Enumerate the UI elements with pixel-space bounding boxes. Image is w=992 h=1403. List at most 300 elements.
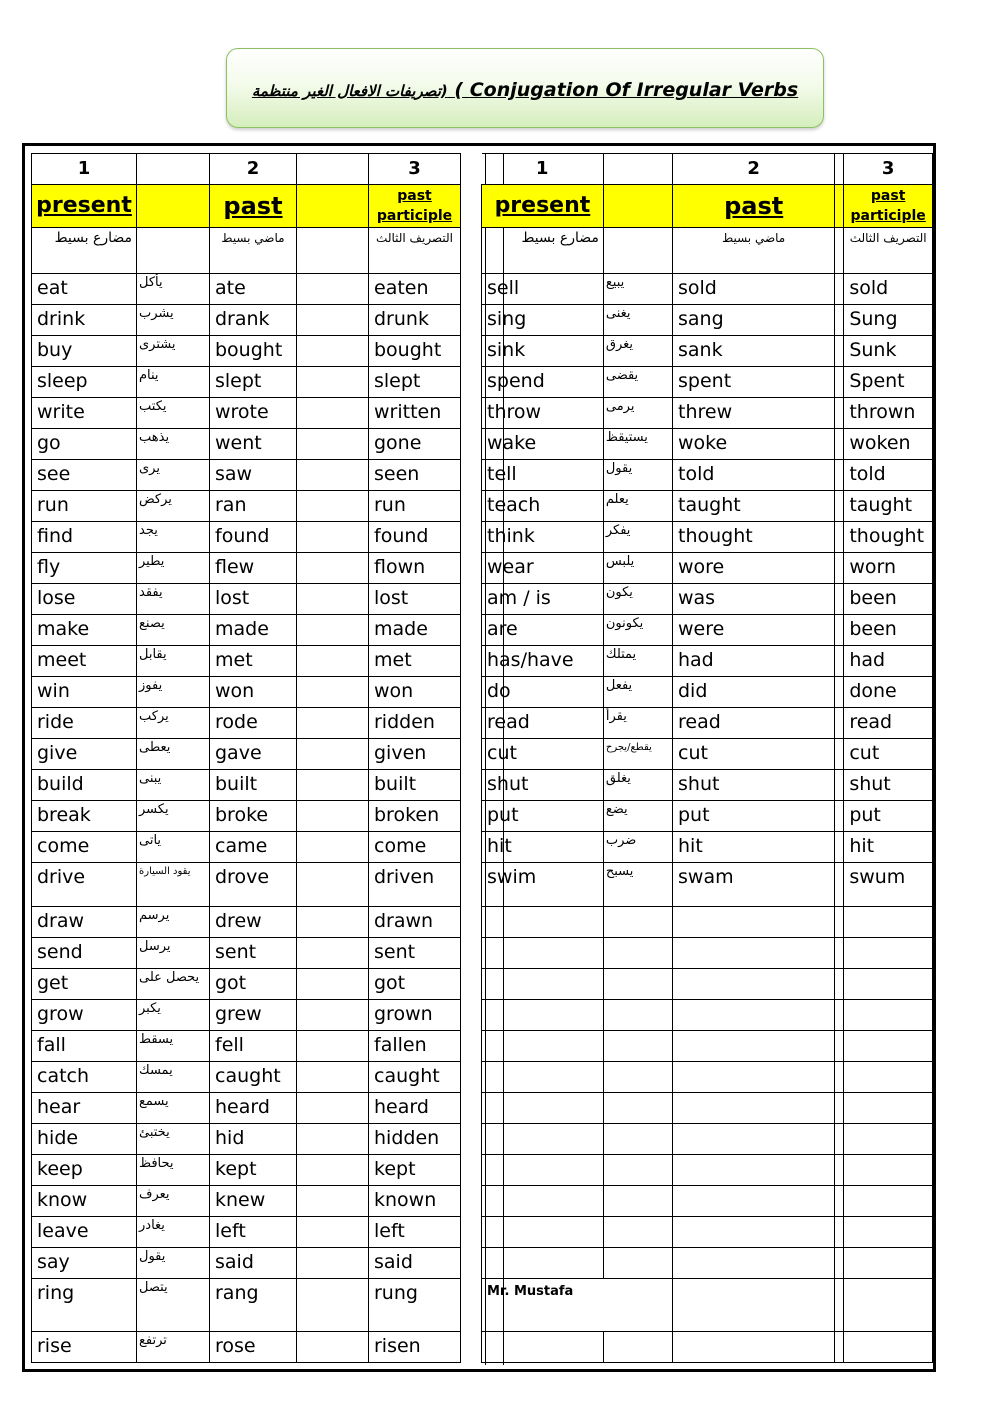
col-number — [137, 154, 210, 185]
past-word: won — [210, 677, 297, 708]
past-participle-word — [844, 1000, 933, 1031]
blank-cell — [835, 863, 844, 907]
arabic-meaning — [603, 1186, 672, 1217]
past-word: shut — [673, 770, 835, 801]
header-blank — [603, 185, 672, 228]
past-participle-word: made — [369, 615, 461, 646]
past-word: hid — [210, 1124, 297, 1155]
arabic-meaning: يكبر — [137, 1000, 210, 1031]
past-word: gave — [210, 739, 297, 770]
past-word: heard — [210, 1093, 297, 1124]
arabic-meaning — [603, 938, 672, 969]
past-participle-word — [844, 1186, 933, 1217]
present-word: find — [32, 522, 137, 553]
present-word: do — [482, 677, 604, 708]
past-participle-word: written — [369, 398, 461, 429]
arabic-header-present: مضارع بسيط — [482, 228, 604, 274]
arabic-header-blank — [297, 228, 369, 274]
blank-cell — [297, 491, 369, 522]
blank-cell — [835, 1217, 844, 1248]
verb-row — [482, 491, 933, 522]
present-word: rise — [32, 1332, 137, 1363]
verb-row — [482, 336, 933, 367]
col-number: 3 — [369, 154, 461, 185]
past-word: grew — [210, 1000, 297, 1031]
past-word: spent — [673, 367, 835, 398]
blank-cell — [835, 938, 844, 969]
past-word — [673, 1186, 835, 1217]
present-word: wear — [482, 553, 604, 584]
blank-cell — [297, 305, 369, 336]
past-participle-word: hidden — [369, 1124, 461, 1155]
past-word: woke — [673, 429, 835, 460]
blank-cell — [297, 1279, 369, 1332]
arabic-meaning — [603, 1062, 672, 1093]
col-number — [297, 154, 369, 185]
present-word: win — [32, 677, 137, 708]
present-word — [482, 1031, 604, 1062]
arabic-meaning: يغادر — [137, 1217, 210, 1248]
verb-row — [482, 1155, 933, 1186]
col-number: 3 — [844, 154, 933, 185]
arabic-meaning: يكون — [603, 584, 672, 615]
past-word: rode — [210, 708, 297, 739]
blank-cell — [297, 367, 369, 398]
verb-row — [32, 1093, 461, 1124]
present-word: spend — [482, 367, 604, 398]
arabic-meaning: ترتفع — [137, 1332, 210, 1363]
past-participle-word — [844, 907, 933, 938]
arabic-meaning: يعلم — [603, 491, 672, 522]
verb-row — [482, 1031, 933, 1062]
verb-row — [482, 522, 933, 553]
verb-row — [32, 863, 461, 907]
verb-row — [32, 646, 461, 677]
past-word: found — [210, 522, 297, 553]
col-number — [835, 154, 844, 185]
blank-cell — [297, 832, 369, 863]
present-word: wake — [482, 429, 604, 460]
present-word: are — [482, 615, 604, 646]
blank-cell — [835, 1000, 844, 1031]
present-word: know — [32, 1186, 137, 1217]
past-participle-word: given — [369, 739, 461, 770]
verb-row — [32, 907, 461, 938]
arabic-meaning: يرى — [137, 460, 210, 491]
arabic-header-blank — [137, 228, 210, 274]
past-participle-word: left — [369, 1217, 461, 1248]
past-word: sang — [673, 305, 835, 336]
col-number — [603, 154, 672, 185]
verb-row — [482, 801, 933, 832]
verb-row — [482, 1217, 933, 1248]
verb-row — [482, 429, 933, 460]
verb-row — [32, 522, 461, 553]
arabic-meaning: يسقط — [137, 1031, 210, 1062]
blank-cell — [297, 1000, 369, 1031]
past-word: caught — [210, 1062, 297, 1093]
past-participle-word — [844, 1124, 933, 1155]
verb-row — [32, 336, 461, 367]
past-participle-word: worn — [844, 553, 933, 584]
present-word: break — [32, 801, 137, 832]
blank-cell — [835, 907, 844, 938]
blank-cell — [297, 708, 369, 739]
arabic-meaning: يركب — [137, 708, 210, 739]
blank-cell — [835, 1248, 844, 1279]
verb-row — [32, 553, 461, 584]
arabic-meaning: يغلق — [603, 770, 672, 801]
arabic-meaning: يعطى — [137, 739, 210, 770]
verb-row — [32, 1000, 461, 1031]
past-word — [673, 969, 835, 1000]
arabic-meaning: يصنع — [137, 615, 210, 646]
past-word: lost — [210, 584, 297, 615]
present-word: hide — [32, 1124, 137, 1155]
arabic-meaning: يرسم — [137, 907, 210, 938]
blank-cell — [835, 1031, 844, 1062]
past-word: did — [673, 677, 835, 708]
past-word: drank — [210, 305, 297, 336]
verb-row — [482, 770, 933, 801]
past-word: wore — [673, 553, 835, 584]
arabic-meaning: يقود السيارة — [137, 863, 210, 907]
past-word — [673, 1155, 835, 1186]
verb-row — [482, 1248, 933, 1279]
past-participle-word: slept — [369, 367, 461, 398]
verb-row — [482, 938, 933, 969]
present-word: grow — [32, 1000, 137, 1031]
arabic-meaning: يمسك — [137, 1062, 210, 1093]
arabic-meaning: يأكل — [137, 274, 210, 305]
verb-row — [482, 1279, 933, 1332]
past-participle-word: run — [369, 491, 461, 522]
present-word: shut — [482, 770, 604, 801]
blank-cell — [297, 1155, 369, 1186]
blank-cell — [297, 1186, 369, 1217]
past-word: drove — [210, 863, 297, 907]
blank-cell — [835, 398, 844, 429]
arabic-meaning — [603, 969, 672, 1000]
present-word: run — [32, 491, 137, 522]
arabic-meaning: يتصل — [137, 1279, 210, 1332]
past-participle-word: shut — [844, 770, 933, 801]
blank-cell — [835, 1186, 844, 1217]
present-word: cut — [482, 739, 604, 770]
arabic-header-blank — [603, 228, 672, 274]
present-word: draw — [32, 907, 137, 938]
verb-row — [32, 770, 461, 801]
verb-table-frame — [22, 143, 936, 1372]
verb-row — [32, 305, 461, 336]
arabic-header-past: ماضي بسيط — [210, 228, 297, 274]
past-word: fell — [210, 1031, 297, 1062]
verb-row — [482, 1186, 933, 1217]
verb-row — [32, 615, 461, 646]
past-participle-word: grown — [369, 1000, 461, 1031]
header-past: past — [673, 185, 835, 228]
blank-cell — [297, 429, 369, 460]
arabic-meaning: يشترى — [137, 336, 210, 367]
arabic-meaning — [603, 1248, 672, 1279]
past-participle-word — [844, 1248, 933, 1279]
present-word: am / is — [482, 584, 604, 615]
blank-cell — [835, 615, 844, 646]
header-row — [32, 185, 461, 228]
blank-cell — [835, 584, 844, 615]
past-word: wrote — [210, 398, 297, 429]
blank-cell — [835, 708, 844, 739]
past-participle-word: eaten — [369, 274, 461, 305]
left-verb-table — [31, 153, 461, 1363]
arabic-header-present: مضارع بسيط — [32, 228, 137, 274]
arabic-meaning: يضع — [603, 801, 672, 832]
present-word: lose — [32, 584, 137, 615]
verb-row — [482, 398, 933, 429]
past-participle-word: hit — [844, 832, 933, 863]
past-word: bought — [210, 336, 297, 367]
verb-row — [32, 739, 461, 770]
verb-row — [482, 1000, 933, 1031]
past-word: broke — [210, 801, 297, 832]
arabic-meaning: يشرب — [137, 305, 210, 336]
past-word — [673, 938, 835, 969]
blank-cell — [835, 367, 844, 398]
arabic-meaning — [603, 1217, 672, 1248]
arabic-meaning: يختبئ — [137, 1124, 210, 1155]
blank-cell — [297, 1124, 369, 1155]
past-word: rang — [210, 1279, 297, 1332]
verb-row — [32, 801, 461, 832]
past-word: thought — [673, 522, 835, 553]
past-participle-word: risen — [369, 1332, 461, 1363]
arabic-meaning: يفكر — [603, 522, 672, 553]
present-word: has/have — [482, 646, 604, 677]
verb-row — [32, 1155, 461, 1186]
present-word: see — [32, 460, 137, 491]
arabic-meaning: يكتب — [137, 398, 210, 429]
present-word: get — [32, 969, 137, 1000]
arabic-meaning — [603, 907, 672, 938]
blank-cell — [835, 1124, 844, 1155]
past-participle-word: Sung — [844, 305, 933, 336]
past-word — [673, 1062, 835, 1093]
present-word — [482, 938, 604, 969]
blank-cell — [297, 1248, 369, 1279]
past-word: went — [210, 429, 297, 460]
blank-cell — [297, 522, 369, 553]
present-word: write — [32, 398, 137, 429]
verb-row — [482, 863, 933, 907]
signature: Mr. Mustafa — [482, 1279, 673, 1332]
past-participle-word — [844, 1279, 933, 1332]
present-word — [482, 1093, 604, 1124]
past-participle-word: thought — [844, 522, 933, 553]
verb-row — [32, 677, 461, 708]
blank-cell — [835, 336, 844, 367]
blank-cell — [297, 801, 369, 832]
present-word: ring — [32, 1279, 137, 1332]
past-participle-word — [844, 1031, 933, 1062]
arabic-meaning: يعرف — [137, 1186, 210, 1217]
present-word — [482, 1332, 604, 1363]
blank-cell — [297, 460, 369, 491]
verb-row — [32, 1062, 461, 1093]
past-participle-word: cut — [844, 739, 933, 770]
verb-row — [32, 491, 461, 522]
arabic-header-past: ماضي بسيط — [673, 228, 835, 274]
blank-cell — [835, 1155, 844, 1186]
past-word: sold — [673, 274, 835, 305]
past-participle-word: woken — [844, 429, 933, 460]
arabic-meaning: يقضى — [603, 367, 672, 398]
arabic-header-blank — [835, 228, 844, 274]
past-word: got — [210, 969, 297, 1000]
present-word — [482, 1186, 604, 1217]
verb-row — [32, 1031, 461, 1062]
header-blank — [297, 185, 369, 228]
present-word: sink — [482, 336, 604, 367]
present-word: swim — [482, 863, 604, 907]
present-word: make — [32, 615, 137, 646]
past-participle-word: rung — [369, 1279, 461, 1332]
arabic-meaning: يقول — [137, 1248, 210, 1279]
past-word: built — [210, 770, 297, 801]
column-number-row — [32, 154, 461, 185]
arabic-meaning: يفقد — [137, 584, 210, 615]
column-number-row — [482, 154, 933, 185]
verb-row — [482, 553, 933, 584]
blank-cell — [835, 274, 844, 305]
blank-cell — [835, 1093, 844, 1124]
present-word: think — [482, 522, 604, 553]
past-word — [673, 1248, 835, 1279]
past-participle-word — [844, 1093, 933, 1124]
arabic-meaning — [603, 1155, 672, 1186]
past-participle-word: seen — [369, 460, 461, 491]
blank-cell — [835, 305, 844, 336]
past-word — [673, 1093, 835, 1124]
past-word: slept — [210, 367, 297, 398]
past-word: saw — [210, 460, 297, 491]
present-word: put — [482, 801, 604, 832]
arabic-meaning: يفعل — [603, 677, 672, 708]
arabic-meaning: يكونون — [603, 615, 672, 646]
past-participle-word: heard — [369, 1093, 461, 1124]
past-participle-word: found — [369, 522, 461, 553]
arabic-meaning: يقرأ — [603, 708, 672, 739]
arabic-meaning: يسبح — [603, 863, 672, 907]
present-word: buy — [32, 336, 137, 367]
past-participle-word: Sunk — [844, 336, 933, 367]
past-participle-word: flown — [369, 553, 461, 584]
present-word — [482, 1217, 604, 1248]
arabic-meaning — [603, 1332, 672, 1363]
verb-row — [32, 1279, 461, 1332]
past-word: told — [673, 460, 835, 491]
past-participle-word — [844, 1062, 933, 1093]
arabic-meaning: يفوز — [137, 677, 210, 708]
past-word — [673, 1124, 835, 1155]
present-word — [482, 1248, 604, 1279]
blank-cell — [835, 522, 844, 553]
past-word — [673, 1217, 835, 1248]
arabic-meaning: يرسل — [137, 938, 210, 969]
verb-row — [32, 1332, 461, 1363]
blank-cell — [297, 739, 369, 770]
arabic-meaning: يغنى — [603, 305, 672, 336]
arabic-meaning: يطير — [137, 553, 210, 584]
verb-row — [482, 1124, 933, 1155]
verb-row — [482, 1062, 933, 1093]
verb-row — [482, 832, 933, 863]
past-word: drew — [210, 907, 297, 938]
past-word — [673, 1332, 835, 1363]
arabic-meaning: يغرق — [603, 336, 672, 367]
past-participle-word: done — [844, 677, 933, 708]
verb-row — [482, 1332, 933, 1363]
past-word: kept — [210, 1155, 297, 1186]
blank-cell — [297, 336, 369, 367]
verb-row — [32, 832, 461, 863]
page-title — [252, 79, 798, 101]
past-word — [673, 1000, 835, 1031]
title-arabic: (تصريفات الافعال الغير منتظمة — [251, 82, 448, 100]
blank-cell — [297, 274, 369, 305]
col-number: 2 — [210, 154, 297, 185]
present-word — [482, 1124, 604, 1155]
past-participle-word — [844, 1155, 933, 1186]
past-word: taught — [673, 491, 835, 522]
present-word: leave — [32, 1217, 137, 1248]
past-participle-word: been — [844, 584, 933, 615]
header-past: past — [210, 185, 297, 228]
past-word: cut — [673, 739, 835, 770]
blank-cell — [297, 770, 369, 801]
past-participle-word: kept — [369, 1155, 461, 1186]
verb-row — [32, 367, 461, 398]
past-participle-word: known — [369, 1186, 461, 1217]
past-word: was — [673, 584, 835, 615]
present-word: send — [32, 938, 137, 969]
title-paren: ( — [454, 79, 470, 101]
header-past-participle: past participle — [844, 185, 933, 228]
past-word: flew — [210, 553, 297, 584]
past-participle-word: fallen — [369, 1031, 461, 1062]
arabic-meaning — [603, 1093, 672, 1124]
blank-cell — [297, 584, 369, 615]
blank-cell — [835, 801, 844, 832]
past-word: knew — [210, 1186, 297, 1217]
present-word: come — [32, 832, 137, 863]
arabic-meaning: يقابل — [137, 646, 210, 677]
blank-cell — [835, 1332, 844, 1363]
past-participle-word: driven — [369, 863, 461, 907]
past-word — [673, 907, 835, 938]
arabic-meaning — [603, 1031, 672, 1062]
past-participle-word: won — [369, 677, 461, 708]
arabic-header-row — [32, 228, 461, 274]
verb-row — [482, 739, 933, 770]
blank-cell — [297, 1217, 369, 1248]
verb-row — [32, 1217, 461, 1248]
past-word: hit — [673, 832, 835, 863]
blank-cell — [297, 938, 369, 969]
arabic-meaning — [603, 1000, 672, 1031]
verb-row — [482, 460, 933, 491]
past-participle-word — [844, 1332, 933, 1363]
present-word: eat — [32, 274, 137, 305]
